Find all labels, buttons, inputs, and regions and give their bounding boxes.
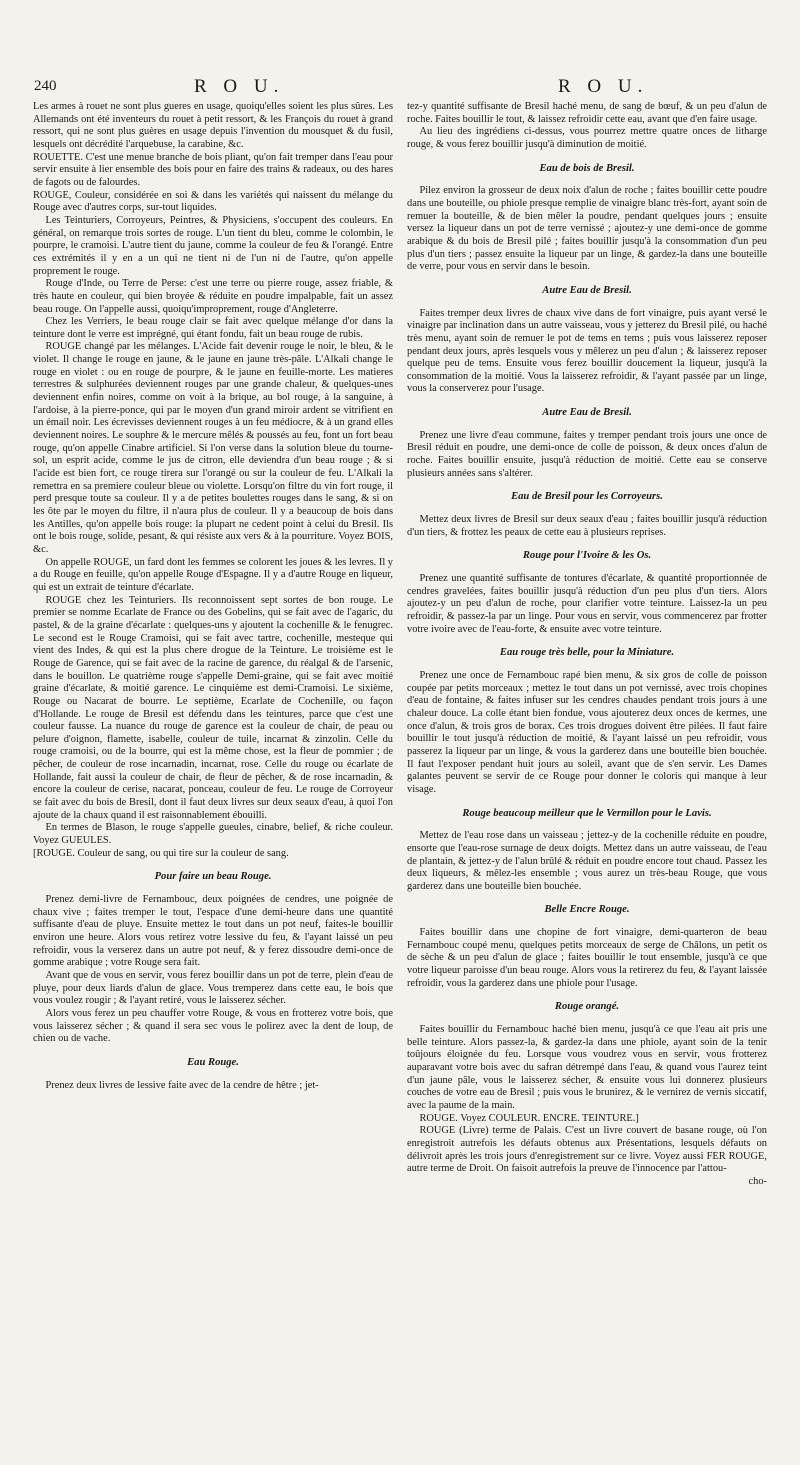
right-column bbox=[407, 101, 767, 1189]
section-heading: Eau de bois de Bresil. bbox=[539, 162, 635, 174]
section-heading: Eau de Bresil pour les Corroyeurs. bbox=[511, 491, 663, 503]
page-header bbox=[34, 78, 766, 100]
paragraph: ROUGE. Voyez COULEUR. ENCRE. TEINTURE.] bbox=[419, 1112, 639, 1124]
running-head-left: R O U. bbox=[194, 76, 285, 97]
paragraph: Faites bouillir dans une chopine de fort vinaigre, demi-quarteron de beau Fernambouc coupé menu, quelques petits morceaux de serge de Châlons, un petit os de sèche & un peu d'alun de glace ; faites bouillir le tout ensemble, jusqu'à ce que votre liqueur paroisse d'un beau rouge. Alors vous la retirerez du feu, & l'ayant laissée refroidir, vous la garderez dans une phiole pour l'usage. bbox=[407, 927, 767, 989]
paragraph: Pilez environ la grosseur de deux noix d'alun de roche ; faites bouillir cette poudre dans une bouteille, ou phiole presque remplie de vinaigre blanc très-fort, ayant soin de remuer la bouteille, & de bien mêler la poudre, pendant quelques jours ; ensuite versez la liqueur dans un pot de terre vernissé ; ajoutez-y une demi-once de gomme arabique & du bois de Bresil pilé ; faites bouillir jusqu'à la consommation d'un peu plus d'un tiers ; passez ensuite la liqueur par un linge, & gardez-la dans une bouteille de verre, pour vous en servir dans le besoin. bbox=[407, 185, 767, 273]
paragraph: On appelle ROUGE, un fard dont les femmes se colorent les joues & les levres. Il y a du Rouge en feuille, qu'on appelle Rouge d'Espagne. Il y a d'autre Rouge en liqueur, qui est un extrait de teinture d'écarlate. bbox=[33, 556, 393, 593]
section-heading: Belle Encre Rouge. bbox=[544, 904, 630, 916]
paragraph: Prenez une once de Fernambouc rapé bien menu, & six gros de colle de poisson coupée par petits morceaux ; mettez le tout dans un pot vernissé, avec trois chopines d'eau de fontaine, & faites infuser sur les cendres chaudes pendant trois jours à une chaleur douce. La colle étant bien fondue, vous ajouterez deux onces de kermes, une once d'alun, & trois gros de borax. Ces trois drogues doivent être pilées. Il faut faire bouillir le tout jusqu'à réduction de moitié, & l'ayant laissé un peu refroidir, vous passerez la liqueur par un linge, & vous la garderez dans une bouteille bien bouchée. Il faut l'exposer pendant huit jours au soleil, avant que de s'en servir. Les Dames galantes peuvent se servir de ce Rouge pour donner le coloris qui manque à leur visage. bbox=[407, 669, 767, 795]
paragraph: Prenez demi-livre de Fernambouc, deux poignées de cendres, une poignée de chaux vive ; faites tremper le tout, l'espace d'une demi-heure dans une quantité suffisante d'eau de pluye. Ensuite mettez le tout dans un pot neuf, faites-le bouillir environ une heure. Alors vous retirez votre lessive du feu, & l'ayant laissé un peu refroidir, vous la verserez dans un autre pot neuf, & y ferez dissoudre demi-once de gomme arabique ; votre Rouge sera fait. bbox=[33, 894, 393, 969]
catchword: cho- bbox=[748, 1175, 767, 1187]
paragraph: ROUGE changé par les mélanges. L'Acide fait devenir rouge le noir, le bleu, & le violet. Il change le rouge en jaune, & le jaune en jaune très-pâle. L'Alkali change le rouge en violet : ou en rouge de pourpre, & le jaune en feuille-morte. Les matieres terrestres & sulphurées deviennent rouges par une grande chaleur, & quelques-unes deviennent enfin noires, comme on voit à la brique, au bol rouge, à la sanguine, à l'ardoise, à la pierre-ponce, qui par le moyen d'un grand miroir ardent se vitrifient en un émail noir. Les écrevisses deviennent rouges à un feu médiocre, & à un grand elles deviennent noires. Le souphre & le mercure mêlés & poussés au feu, font un fort beau rouge, qu'on appelle Cinabre artificiel. Si l'on verse dans la solution bleue du tourne-sol, un esprit acide, comme le jus de citron, elle deviendra d'un beau rouge ; & si l'acide est bien fort, ce rouge tirera sur l'orangé ou sur la couleur de feu. L'Alkali la remettra en sa premiere couleur bleue ou violette. Lorsqu'on filtre du vin fort rouge, il perd presque toute sa couleur. Il y a de petites boulettes rouges dans le sang, & si on les ôte par le moyen du filtre, il n'aura plus de couleur. Il y a beaucoup de bois dans les Antilles, qu'on appelle bois rouge: la plupart ne cedent point à celui du Bresil. Ils ont le bois rouge, solide, pesant, & qui résiste aux vers & à la pourriture. Voyez BOIS, &c. bbox=[33, 341, 393, 555]
section-heading: Pour faire un beau Rouge. bbox=[154, 871, 272, 883]
section-heading: Eau rouge très belle, pour la Miniature. bbox=[499, 647, 675, 659]
section-heading: Rouge orangé. bbox=[554, 1001, 620, 1013]
paragraph: tez-y quantité suffisante de Bresil haché menu, de sang de bœuf, & un peu d'alun de roche. Faites bouillir le tout, & laissez refroidir cette eau, avant que d'en faire usage. bbox=[407, 101, 767, 125]
paragraph: Rouge d'Inde, ou Terre de Perse: c'est une terre ou pierre rouge, assez friable, & très haute en couleur, qui bien broyée & réduite en poudre impalpable, fait un assez beau rouge. On l'appelle aussi, quoiqu'improprement, rouge d'Angleterre. bbox=[33, 278, 393, 315]
paragraph: Prenez deux livres de lessive faite avec de la cendre de hêtre ; jet- bbox=[45, 1079, 319, 1091]
paragraph: [ROUGE. Couleur de sang, ou qui tire sur la couleur de sang. bbox=[33, 847, 289, 859]
paragraph: Faites bouillir du Fernambouc haché bien menu, jusqu'à ce que l'eau ait pris une belle teinture. Alors passez-la, & gardez-la dans une phiole, ayant soin de la tenir toûjours éloignée du feu. Lorsque vous voudrez vous en servir, vous frotterez auparavant votre bois avec du safran détrempé dans l'eau, & quand vous l'aurez teint d'un jaune pâle, vous le laisserez sécher, & ensuite vous lui donnerez plusieurs couches de votre eau de Bresil ; puis vous le brunirez, & le vernirez de vernis siccatif, avec la paume de la main. bbox=[407, 1024, 767, 1111]
paragraph: Chez les Verriers, le beau rouge clair se fait avec quelque mélange d'or dans la teinture dont le verre est imprégné, qui étant fondu, fait un beau rouge de rubis. bbox=[33, 316, 393, 340]
section-heading: Autre Eau de Bresil. bbox=[542, 407, 632, 419]
paragraph: Alors vous ferez un peu chauffer votre Rouge, & vous en frotterez votre bois, que vous laisserez sécher ; & quand il sera sec vous le polirez avec la dent de loup, de chien ou de vache. bbox=[33, 1007, 393, 1045]
section-heading: Eau Rouge. bbox=[187, 1056, 239, 1068]
paragraph: ROUGE (Livre) terme de Palais. C'est un livre couvert de basane rouge, où l'on enregistroit autrefois les défauts obtenus aux Présentations, lesquels défauts on délivroit après les trois jours d'enregistrement sur ce livre. Voyez aussi FER ROUGE, autre terme de Droit. On faisoit autrefois la preuve de l'innocence par l'attou- bbox=[407, 1125, 767, 1175]
section-heading: Rouge pour l'Ivoire & les Os. bbox=[522, 550, 652, 562]
paragraph: Mettez de l'eau rose dans un vaisseau ; jettez-y de la cochenille réduite en poudre, ensorte que l'eau-rose surnage de deux doigts. Mettez dans un autre vaisseau, de l'eau de plantain, & jettez-y de l'alun brûlé & réduit en poudre encore tout chaud. Passez les deux liqueurs, & mêlez-les ensemble ; vous aurez un très-beau Rouge, que vous garderez dans une bouteille bien bouchée. bbox=[407, 830, 767, 892]
left-column bbox=[33, 101, 393, 1092]
section-heading: Autre Eau de Bresil. bbox=[542, 284, 632, 296]
paragraph: Les armes à rouet ne sont plus gueres en usage, quoiqu'elles soient les plus sûres. Les Allemands ont été inventeurs du rouet à petit ressort, & les François du rouet à grand ressort, qui ne sont plus guères en usage depuis l'invention du mousquet & du fusil, lesquels ont décrédité l'arquebuse, la carabine, &c. bbox=[33, 101, 393, 150]
paragraph: Faites tremper deux livres de chaux vive dans de fort vinaigre, puis ayant versé le vinaigre par inclination dans un autre vaisseau, vous y jetterez du Bresil pilé, ou haché très menu, ayant soin de remuer le pot de tems en tems ; puis vous laisserez reposer pendant deux jours, après lesquels vous y mêlerez un peu d'alun ; & laisserez reposer quelque peu de tems. Ensuite vous ferez bouillir doucement la liqueur, jusqu'à la consommation de la moitié. Vous la laisserez refroidir, & l'ayant passée par un linge, vous la conserverez pour l'usage. bbox=[407, 307, 767, 395]
running-head-right: R O U. bbox=[558, 76, 649, 97]
paragraph: Les Teinturiers, Corroyeurs, Peintres, & Physiciens, s'occupent des couleurs. En général, on remarque trois sortes de rouge. L'un tient du bleu, comme le colombin, le pourpre, le cramoisi. L'autre tient du jaune, comme la couleur de feu & l'orangé. Entre ces extrémités il y en a un qui ne tient ni de l'un ni de l'autre, qu'on appelle proprement le rouge. bbox=[33, 214, 393, 277]
paragraph: ROUGE chez les Teinturiers. Ils reconnoissent sept sortes de bon rouge. Le premier se nomme Ecarlate de France ou des Gobelins, qui se fait avec de l'agaric, du pastel, & de la graine d'écarlate : quelques-uns y ajoutent la cochenille & le fenugrec. Le second est le Rouge Cramoisi, qui se fait avec tartre, cochenille, mesteque qui vient des Indes, & qui est la plus chere drogue de la Teinture. Le troisième est le Rouge de Garence, qui se fait avec de la racine de garence, du réalgal & de l'arsenic, dans le bouillon. Le quatrième rouge s'appelle Demi-graine, qui se fait avec moitié graine d'écarlate, & moitié garence. Le cinquième est demi-Cramoisi. Le sixième, Rouge ou Nacarat de bourre. Le septième, Ecarlate de Cochenille, ou façon d'Hollande. Le rouge de Bresil est défendu dans les teintures, parce que c'est une couleur fausse. La nuance du rouge de garence est la couleur de chair, de peau ou pelure d'oignon, flamette, isabelle, couleur de tuile, incarnat & zinzolin. Celle du rouge cramoisi, ou de la bourre, qui est la même chose, est la fleur de pommier ; de pêcher, de couleur de rose incarnadin, incarnat, rose. Celle du rouge ou écarlate de Hollande, fait aussi la couleur de chair, de fleur de pêcher, & de rose incarnadin, & encore la couleur de cerise, nacarat, ponceau, couleur de feu. Le rouge de Corroyeur se fait avec du bois de Bresil, dont il faut deux livres sur deux seaux d'eau, à quoi l'on ajoute de la chaux quand il est raisonnablement ébouilli. bbox=[33, 594, 393, 821]
paragraph: Au lieu des ingrédiens ci-dessus, vous pourrez mettre quatre onces de litharge rouge, & vous ferez bouillir jusqu'à diminution de moitié. bbox=[407, 126, 767, 150]
paragraph: Mettez deux livres de Bresil sur deux seaux d'eau ; faites bouillir jusqu'à réduction d'un tiers, & frottez les peaux de cette eau à plusieurs reprises. bbox=[407, 514, 767, 538]
paragraph: Avant que de vous en servir, vous ferez bouillir dans un pot de terre, plein d'eau de pluye, pour deux liards d'alun de glace. Vous tremperez dans cette eau, le bois que vous voulez rougir ; & l'ayant retiré, vous le laisserez sécher. bbox=[33, 969, 393, 1007]
paragraph: ROUGE, Couleur, considérée en soi & dans les variétés qui naissent du mélange du Rouge avec d'autres corps, sur-tout liquides. bbox=[33, 189, 393, 214]
paragraph: Prenez une quantité suffisante de tontures d'écarlate, & quantité proportionnée de cendres gravelées, faites bouillir jusqu'à réduction d'un peu plus d'un tiers. Alors ajoutez-y un peu d'alun de roche, pour clarifier votre teinture. Laissez-la un peu refroidir, & passez-la par un linge. Pour vous en servir, vous commencerez par frotter votre ivoire avec de l'eau-forte, & ensuite avec votre teinture. bbox=[407, 573, 767, 635]
page-number: 240 bbox=[34, 78, 57, 94]
paragraph: Prenez une livre d'eau commune, faites y tremper pendant trois jours une once de Bresil réduit en poudre, une demi-once de colle de poisson, & deux onces d'alun de roche. Faites bouillir ensuite, jusqu'à réduction de moitié. Cette eau se conserve plusieurs années sans s'altérer. bbox=[407, 429, 767, 479]
paragraph: En termes de Blason, le rouge s'appelle gueules, cinabre, belief, & riche couleur. Voyez GUEULES. bbox=[33, 822, 393, 847]
paragraph: ROUETTE. C'est une menue branche de bois pliant, qu'on fait tremper dans l'eau pour servir ensuite à lier ensemble des bois pour en faire des trains & radeaux, ou des hares de fagots ou de falourdes. bbox=[33, 151, 393, 188]
section-heading: Rouge beaucoup meilleur que le Vermillon pour le Lavis. bbox=[462, 807, 712, 819]
